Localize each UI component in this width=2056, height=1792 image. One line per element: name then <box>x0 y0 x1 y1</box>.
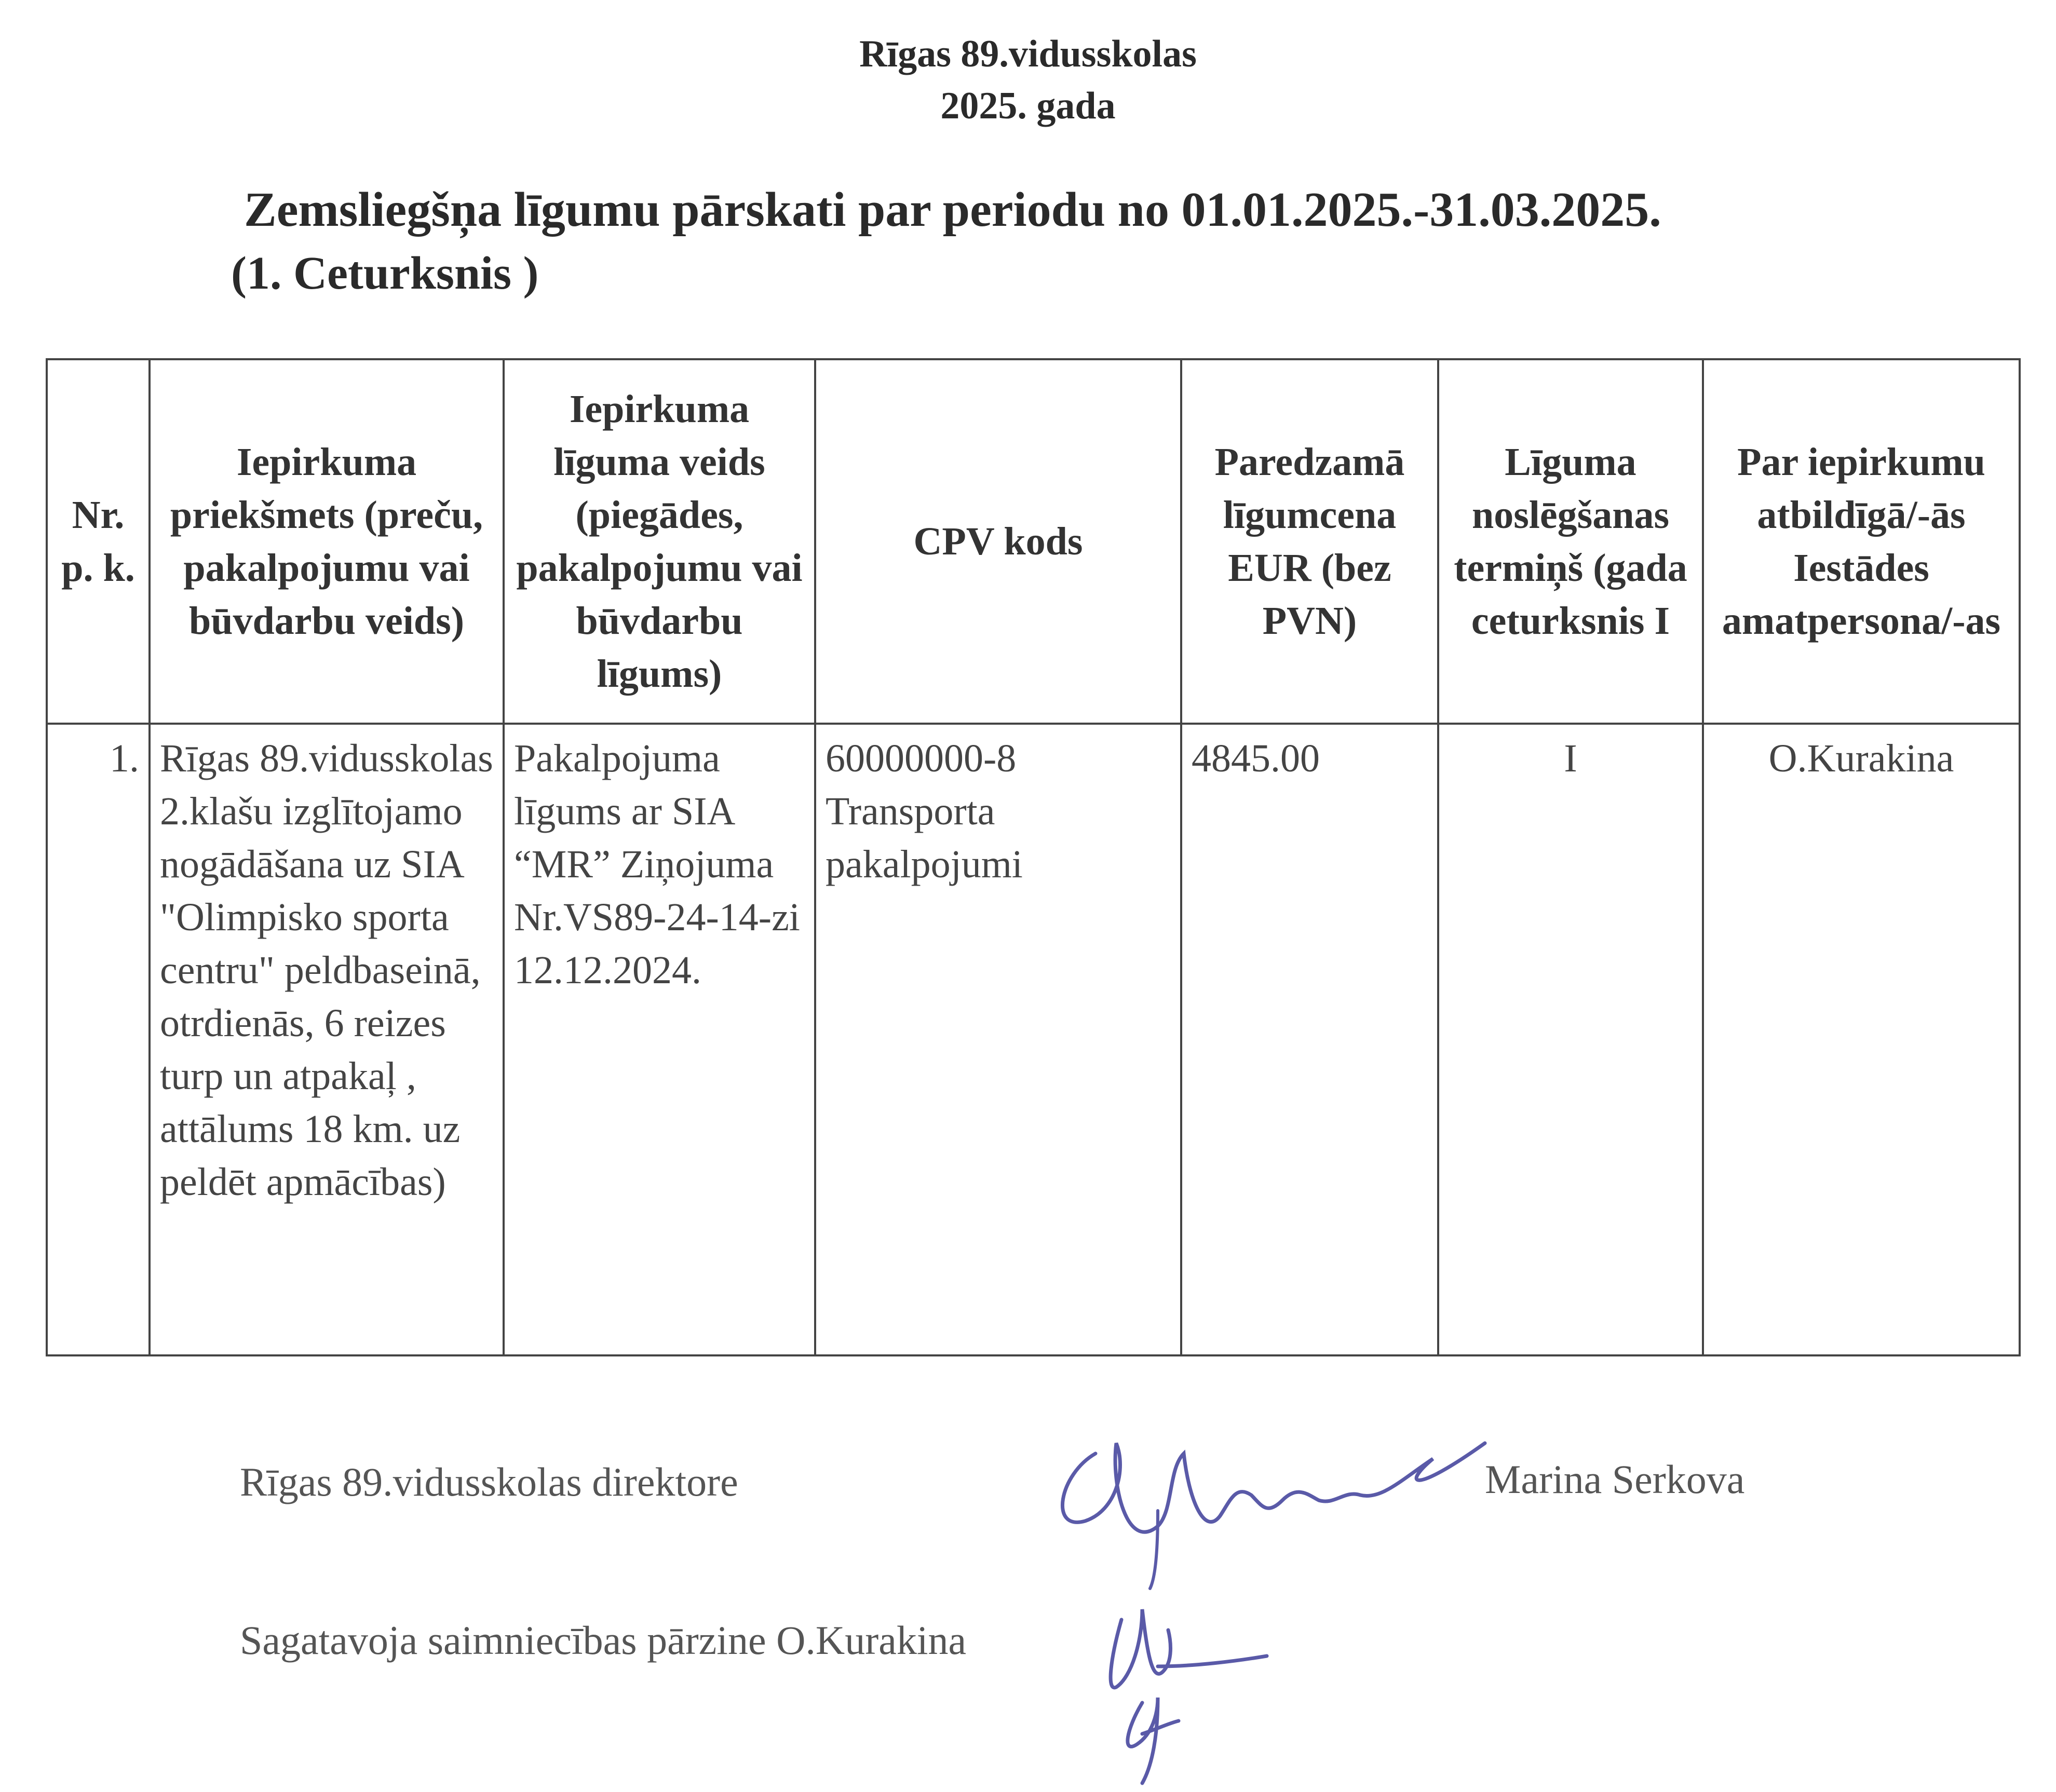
report-title: Zemsliegšņa līgumu pārskati par periodu no 01.01.2025.-31.03.2025. <box>244 183 1661 237</box>
director-signature <box>1038 1422 1506 1594</box>
report-year: 2025. gada <box>940 85 1116 127</box>
director-name: Marina Serkova <box>1485 1457 1745 1502</box>
cell-responsible: O.Kurakina <box>1703 724 2020 1355</box>
cell-cpv: 60000000-8 Transporta pakalpojumi <box>815 724 1181 1355</box>
prepared-by: Sagatavoja saimniecības pārzine O.Kurakina <box>240 1618 967 1663</box>
cell-term: I <box>1438 724 1703 1355</box>
header-contract-type: Iepirkuma līguma veids (piegādes, pakalpojumu vai būvdarbu līgums) <box>504 359 815 724</box>
contracts-table <box>46 358 2021 1356</box>
school-name: Rīgas 89.vidusskolas <box>859 33 1197 75</box>
header-subject: Iepirkuma priekšmets (preču, pakalpojumu vai būvdarbu veids) <box>150 359 504 724</box>
report-quarter: (1. Ceturksnis ) <box>231 248 539 299</box>
table-header-row <box>47 359 2020 724</box>
header-cpv: CPV kods <box>815 359 1181 724</box>
table-row <box>47 724 2020 1355</box>
header-responsible: Par iepirkumu atbildīgā/-ās Iestādes amatpersona/-as <box>1703 359 2020 724</box>
director-role: Rīgas 89.vidusskolas direktore <box>240 1459 738 1504</box>
header-nr: Nr. p. k. <box>47 359 150 724</box>
cell-price: 4845.00 <box>1181 724 1438 1355</box>
cell-subject: Rīgas 89.vidusskolas 2.klašu izglītojamo nogādāšana uz SIA "Olimpisko sporta centru" peldbaseinā, otrdienās, 6 reizes turp un atpakaļ , attālums 18 km. uz peldēt apmācības) <box>150 724 504 1355</box>
cell-nr: 1. <box>47 724 150 1355</box>
header-price: Paredzamā līgumcena EUR (bez PVN) <box>1181 359 1438 724</box>
preparer-signature <box>1080 1578 1288 1786</box>
header-term: Līguma noslēgšanas termiņš (gada ceturksnis I <box>1438 359 1703 724</box>
cell-contract-type: Pakalpojuma līgums ar SIA “MR” Ziņojuma Nr.VS89-24-14-zi 12.12.2024. <box>504 724 815 1355</box>
